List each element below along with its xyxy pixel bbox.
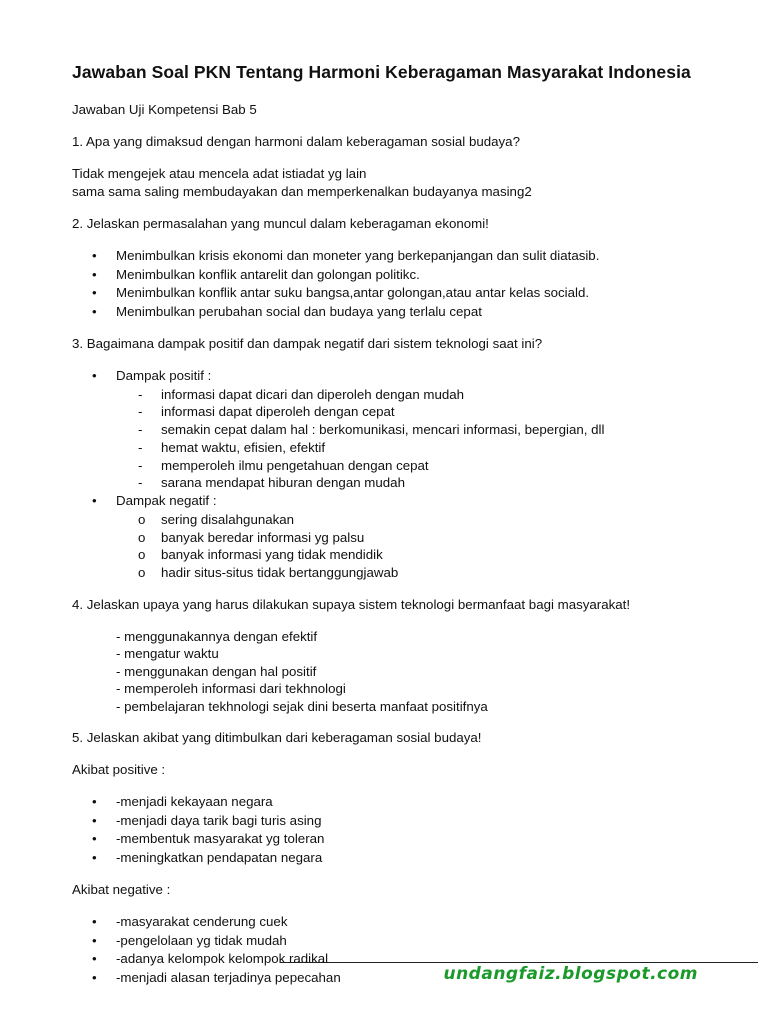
list-item: o banyak beredar informasi yg palsu <box>138 529 365 545</box>
bullet-marker: • <box>92 812 97 828</box>
list-item: - memperoleh ilmu pengetahuan dengan cepat <box>138 457 429 473</box>
page-title: Jawaban Soal PKN Tentang Harmoni Keberagaman Masyarakat Indonesia <box>72 62 691 82</box>
answer-2-list <box>72 247 752 321</box>
bullet-marker: • <box>92 794 97 810</box>
bullet-marker: • <box>92 248 97 263</box>
answer-1-line-1: Tidak mengejek atau mencela adat istiadat yg lain <box>72 166 367 181</box>
footer-watermark: undangfaiz.blogspot.com <box>443 964 698 984</box>
list-item: - hemat waktu, efisien, efektif <box>138 439 326 455</box>
answer-3-list <box>72 367 752 386</box>
list-item: - sarana mendapat hiburan dengan mudah <box>138 475 405 491</box>
list-item: - semakin cepat dalam hal : berkomunikasi, mencari informasi, bepergian, dll <box>138 422 605 438</box>
list-item: - menggunakannya dengan efektif <box>116 628 318 644</box>
list-item: - informasi dapat diperoleh dengan cepat <box>138 404 395 420</box>
bullet-marker: • <box>92 914 97 930</box>
list-item: - menggunakan dengan hal positif <box>116 663 317 679</box>
positive-label: Dampak positif : <box>116 368 212 383</box>
bullet-marker: • <box>92 969 97 985</box>
bullet-marker: • <box>92 932 97 948</box>
answer-4-list <box>72 628 752 716</box>
list-item: - memperoleh informasi dari tekhnologi <box>116 681 346 697</box>
list-item: • -meningkatkan pendapatan negara <box>72 849 752 868</box>
list-item: • -adanya kelompok kelompok radikal <box>72 950 752 969</box>
list-item: o hadir situs-situs tidak bertanggungjawab <box>138 565 399 581</box>
bullet-marker: • <box>92 831 97 847</box>
list-item: • Menimbulkan krisis ekonomi dan moneter yang berkepanjangan dan sulit diatasib. <box>72 247 752 266</box>
list-item: - mengatur waktu <box>116 646 219 662</box>
document-page <box>72 62 752 987</box>
list-item: • Menimbulkan konflik antarelit dan golongan politikc. <box>72 266 752 285</box>
list-item: • -pengelolaan yg tidak mudah <box>72 932 752 951</box>
bullet-marker: • <box>92 285 97 300</box>
list-item: • -membentuk masyarakat yg toleran <box>72 830 752 849</box>
question-1: 1. Apa yang dimaksud dengan harmoni dalam keberagaman sosial budaya? <box>72 134 520 149</box>
bullet-marker: • <box>92 303 97 319</box>
page-subtitle: Jawaban Uji Kompetensi Bab 5 <box>72 102 257 117</box>
list-item: • -menjadi alasan terjadinya pepecahan <box>72 969 752 988</box>
list-item: • Menimbulkan perubahan social dan budaya yang terlalu cepat <box>72 303 752 322</box>
bullet-marker: • <box>92 951 97 967</box>
answer-3-list-negative <box>72 492 752 511</box>
negative-label: Akibat negative : <box>72 882 171 898</box>
answer-1-line-2: sama sama saling membudayakan dan memperkenalkan budayanya masing2 <box>72 184 532 199</box>
positive-label: Akibat positive : <box>72 762 166 778</box>
bullet-marker: • <box>92 368 97 383</box>
question-4: 4. Jelaskan upaya yang harus dilakukan supaya sistem teknologi bermanfaat bagi masyarakat! <box>72 596 631 612</box>
question-2: 2. Jelaskan permasalahan yang muncul dalam keberagaman ekonomi! <box>72 216 489 231</box>
list-item: - pembelajaran tekhnologi sejak dini beserta manfaat positifnya <box>116 698 488 714</box>
list-item: • -menjadi daya tarik bagi turis asing <box>72 812 752 831</box>
list-item: - informasi dapat dicari dan diperoleh dengan mudah <box>138 386 465 402</box>
bullet-marker: • <box>92 493 97 509</box>
list-item: • Menimbulkan konflik antar suku bangsa,antar golongan,atau antar kelas sociald. <box>72 284 752 303</box>
list-item: • -masyarakat cenderung cuek <box>72 913 752 932</box>
list-item: o sering disalahgunakan <box>138 511 295 527</box>
list-item: • -menjadi kekayaan negara <box>72 793 752 812</box>
bullet-marker: • <box>92 849 97 865</box>
list-item: o banyak informasi yang tidak mendidik <box>138 547 383 563</box>
negative-sublist <box>72 511 752 582</box>
question-3: 3. Bagaimana dampak positif dan dampak negatif dari sistem teknologi saat ini? <box>72 336 543 351</box>
list-item <box>72 367 752 386</box>
bullet-marker: • <box>92 266 97 282</box>
negative-label: Dampak negatif : <box>116 493 217 509</box>
footer-divider <box>280 962 758 963</box>
positive-sublist <box>72 386 752 493</box>
answer-5-positive-list <box>72 793 752 867</box>
list-item <box>72 492 752 511</box>
question-5: 5. Jelaskan akibat yang ditimbulkan dari keberagaman sosial budaya! <box>72 730 482 746</box>
